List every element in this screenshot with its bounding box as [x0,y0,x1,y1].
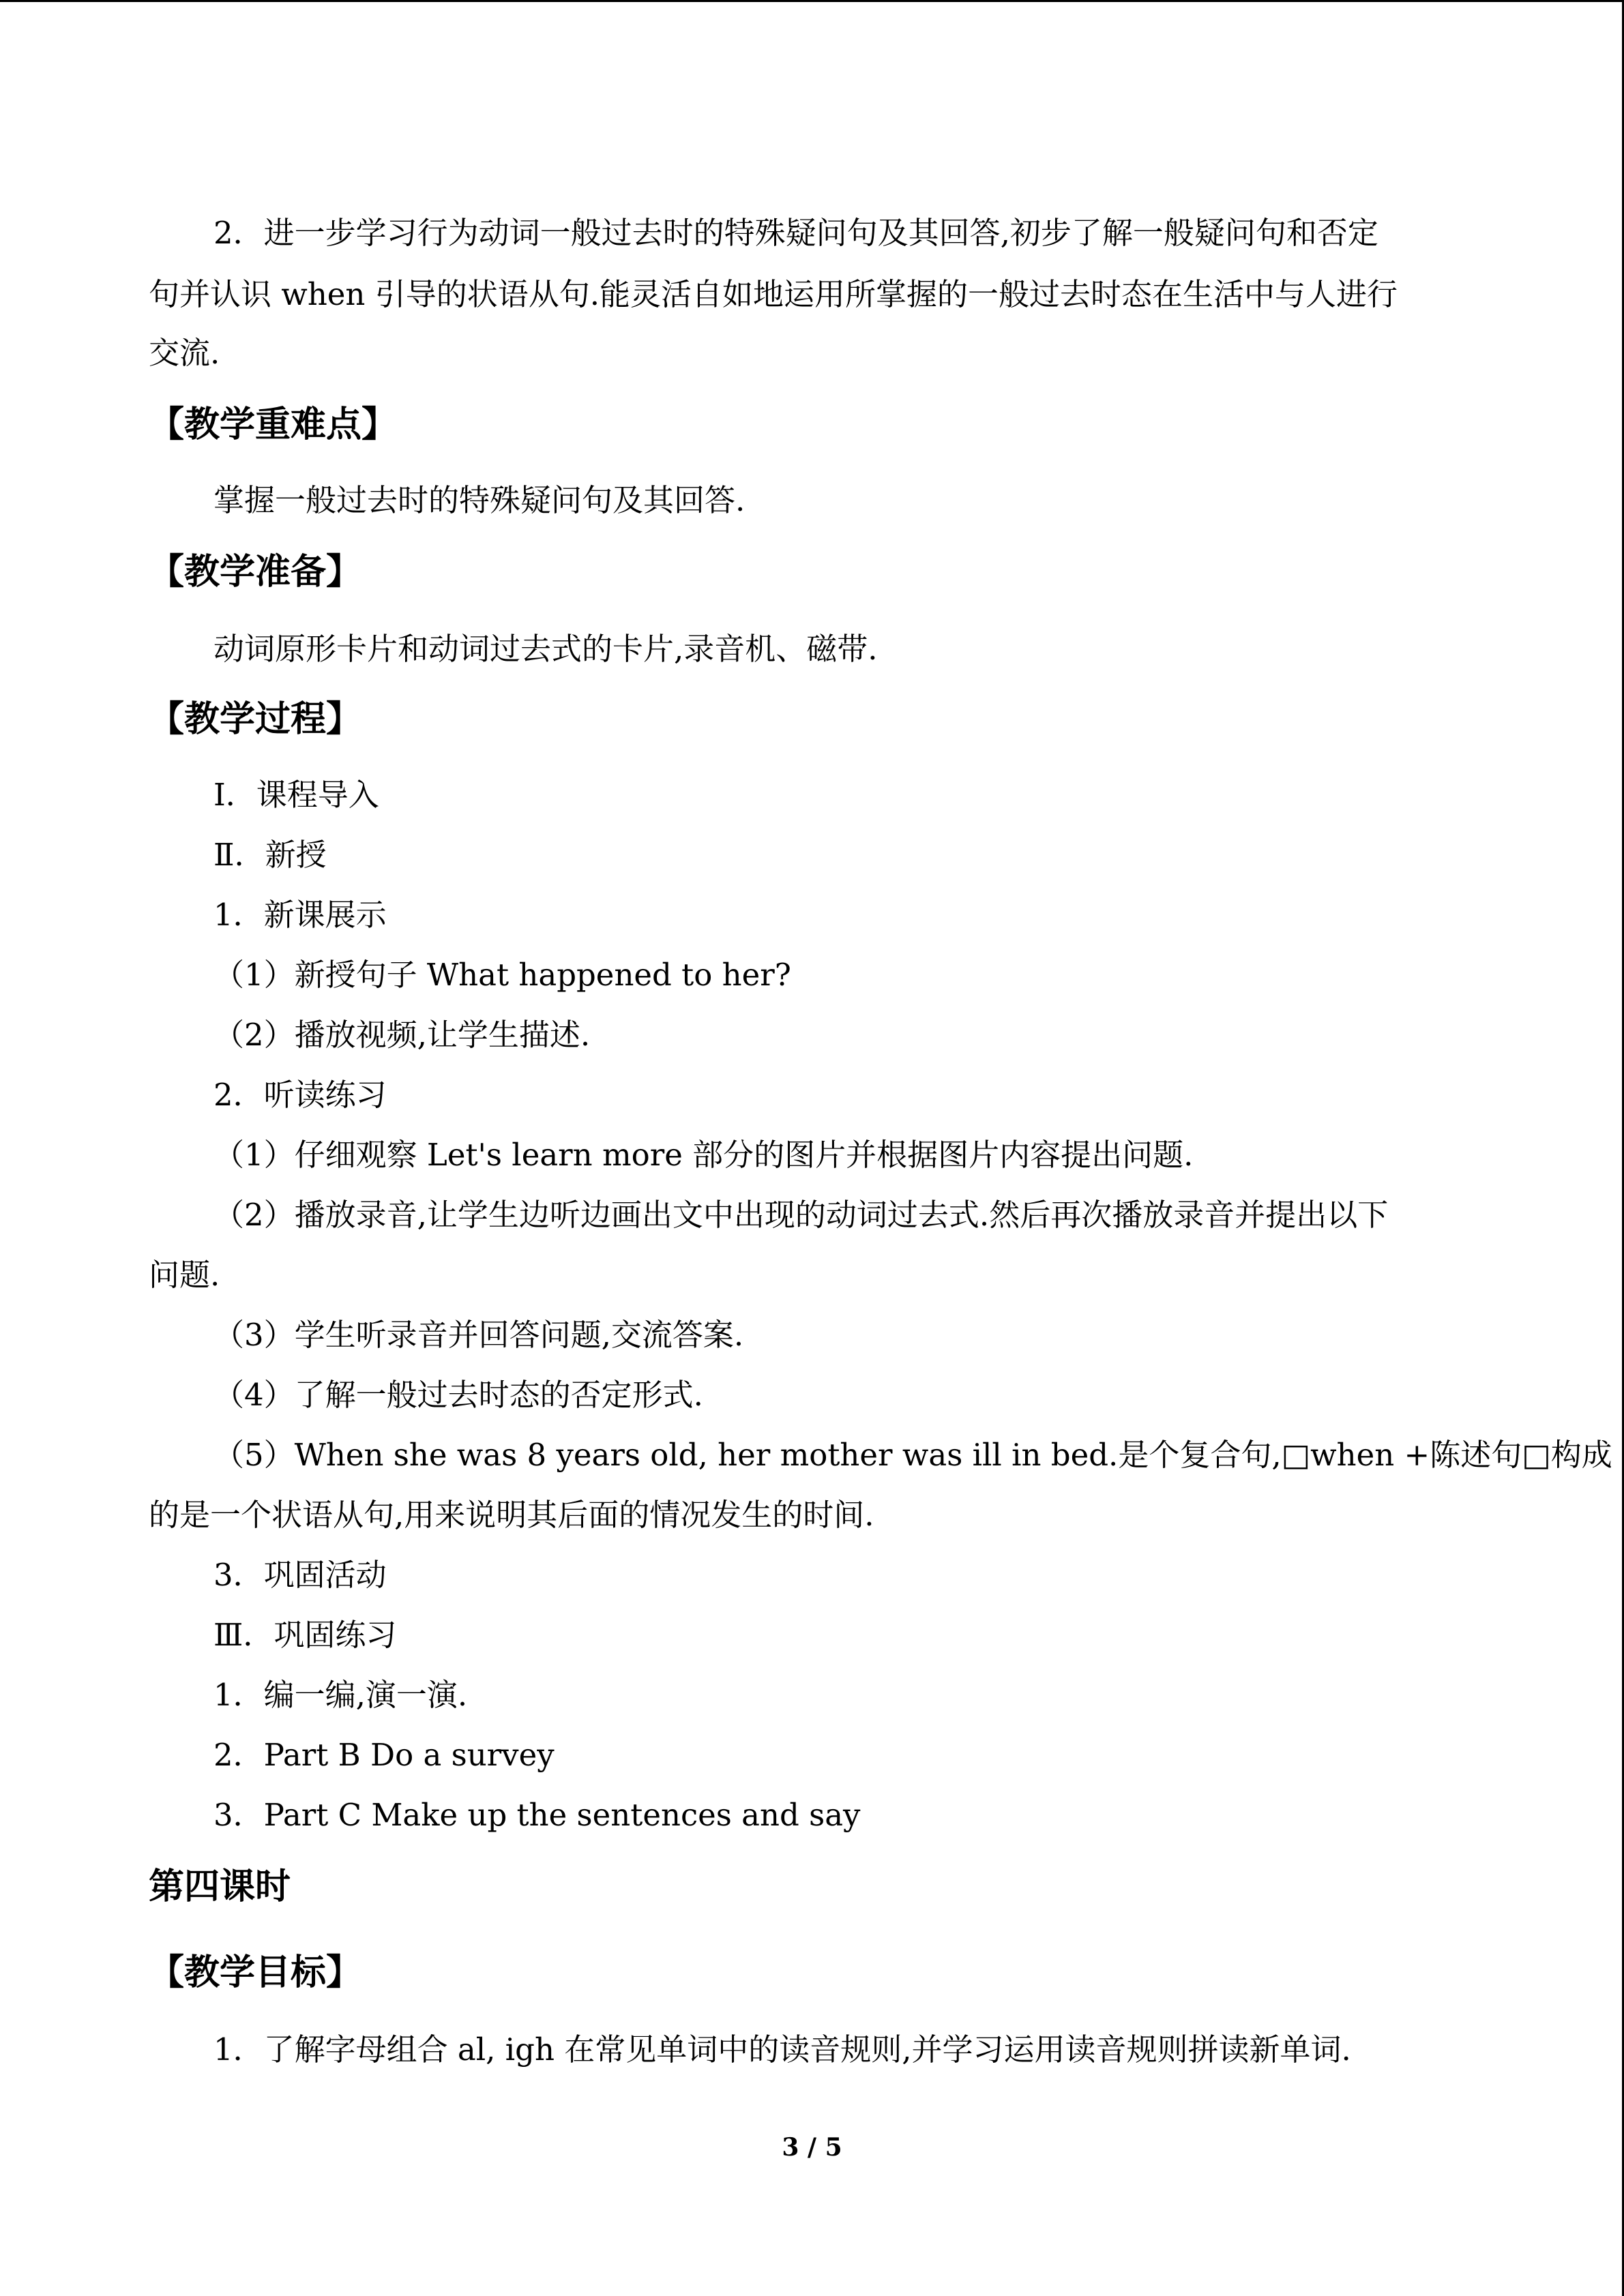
paragraph-line: 交流. [149,335,220,371]
list-item: （2）播放视频,让学生描述. [213,1017,591,1053]
list-item: 2．Part B Do a survey [213,1737,555,1773]
list-item: （4）了解一般过去时态的否定形式. [213,1377,703,1413]
list-item: Ⅱ．新授 [213,837,327,873]
paragraph-line: 句并认识 when 引导的状语从句.能灵活自如地运用所掌握的一般过去时态在生活中与人进行 [149,276,1398,312]
paragraph-line: 动词原形卡片和动词过去式的卡片,录音机、磁带. [213,631,878,667]
list-item: 1．新课展示 [213,897,387,933]
list-item: （3）学生听录音并回答问题,交流答案. [213,1317,744,1353]
list-item: （5）When she was 8 years old, her mother was ill in bed.是个复合句,□when +陈述句□构成 [213,1437,1612,1473]
section-heading-key-points: 【教学重难点】 [149,404,398,445]
list-item: Ⅰ．课程导入 [213,777,379,813]
paragraph-line: 1．了解字母组合 al, igh 在常见单词中的读音规则,并学习运用读音规则拼读新单词. [213,2031,1351,2068]
page-border-top [0,0,1624,2]
list-item: 3．Part C Make up the sentences and say [213,1797,861,1833]
list-item: 2．听读练习 [213,1077,387,1113]
section-heading-process: 【教学过程】 [149,699,362,740]
paragraph-line: 2．进一步学习行为动词一般过去时的特殊疑问句及其回答,初步了解一般疑问句和否定 [213,215,1378,251]
list-item: （1）新授句子 What happened to her? [213,957,791,993]
list-item: （1）仔细观察 Let's learn more 部分的图片并根据图片内容提出问题. [213,1137,1194,1173]
paragraph-line: 掌握一般过去时的特殊疑问句及其回答. [213,482,745,518]
list-item: Ⅲ．巩固练习 [213,1617,397,1653]
section-heading-goals: 【教学目标】 [149,1952,362,1993]
lesson-heading: 第四课时 [149,1866,291,1907]
list-item: 3．巩固活动 [213,1557,387,1593]
list-item: （2）播放录音,让学生边听边画出文中出现的动词过去式.然后再次播放录音并提出以下 [213,1197,1389,1233]
list-item-continuation: 的是一个状语从句,用来说明其后面的情况发生的时间. [149,1497,874,1533]
list-item-continuation: 问题. [149,1257,220,1293]
page-number: 3 / 5 [782,2133,842,2162]
section-heading-preparation: 【教学准备】 [149,552,362,593]
list-item: 1．编一编,演一演. [213,1677,468,1713]
